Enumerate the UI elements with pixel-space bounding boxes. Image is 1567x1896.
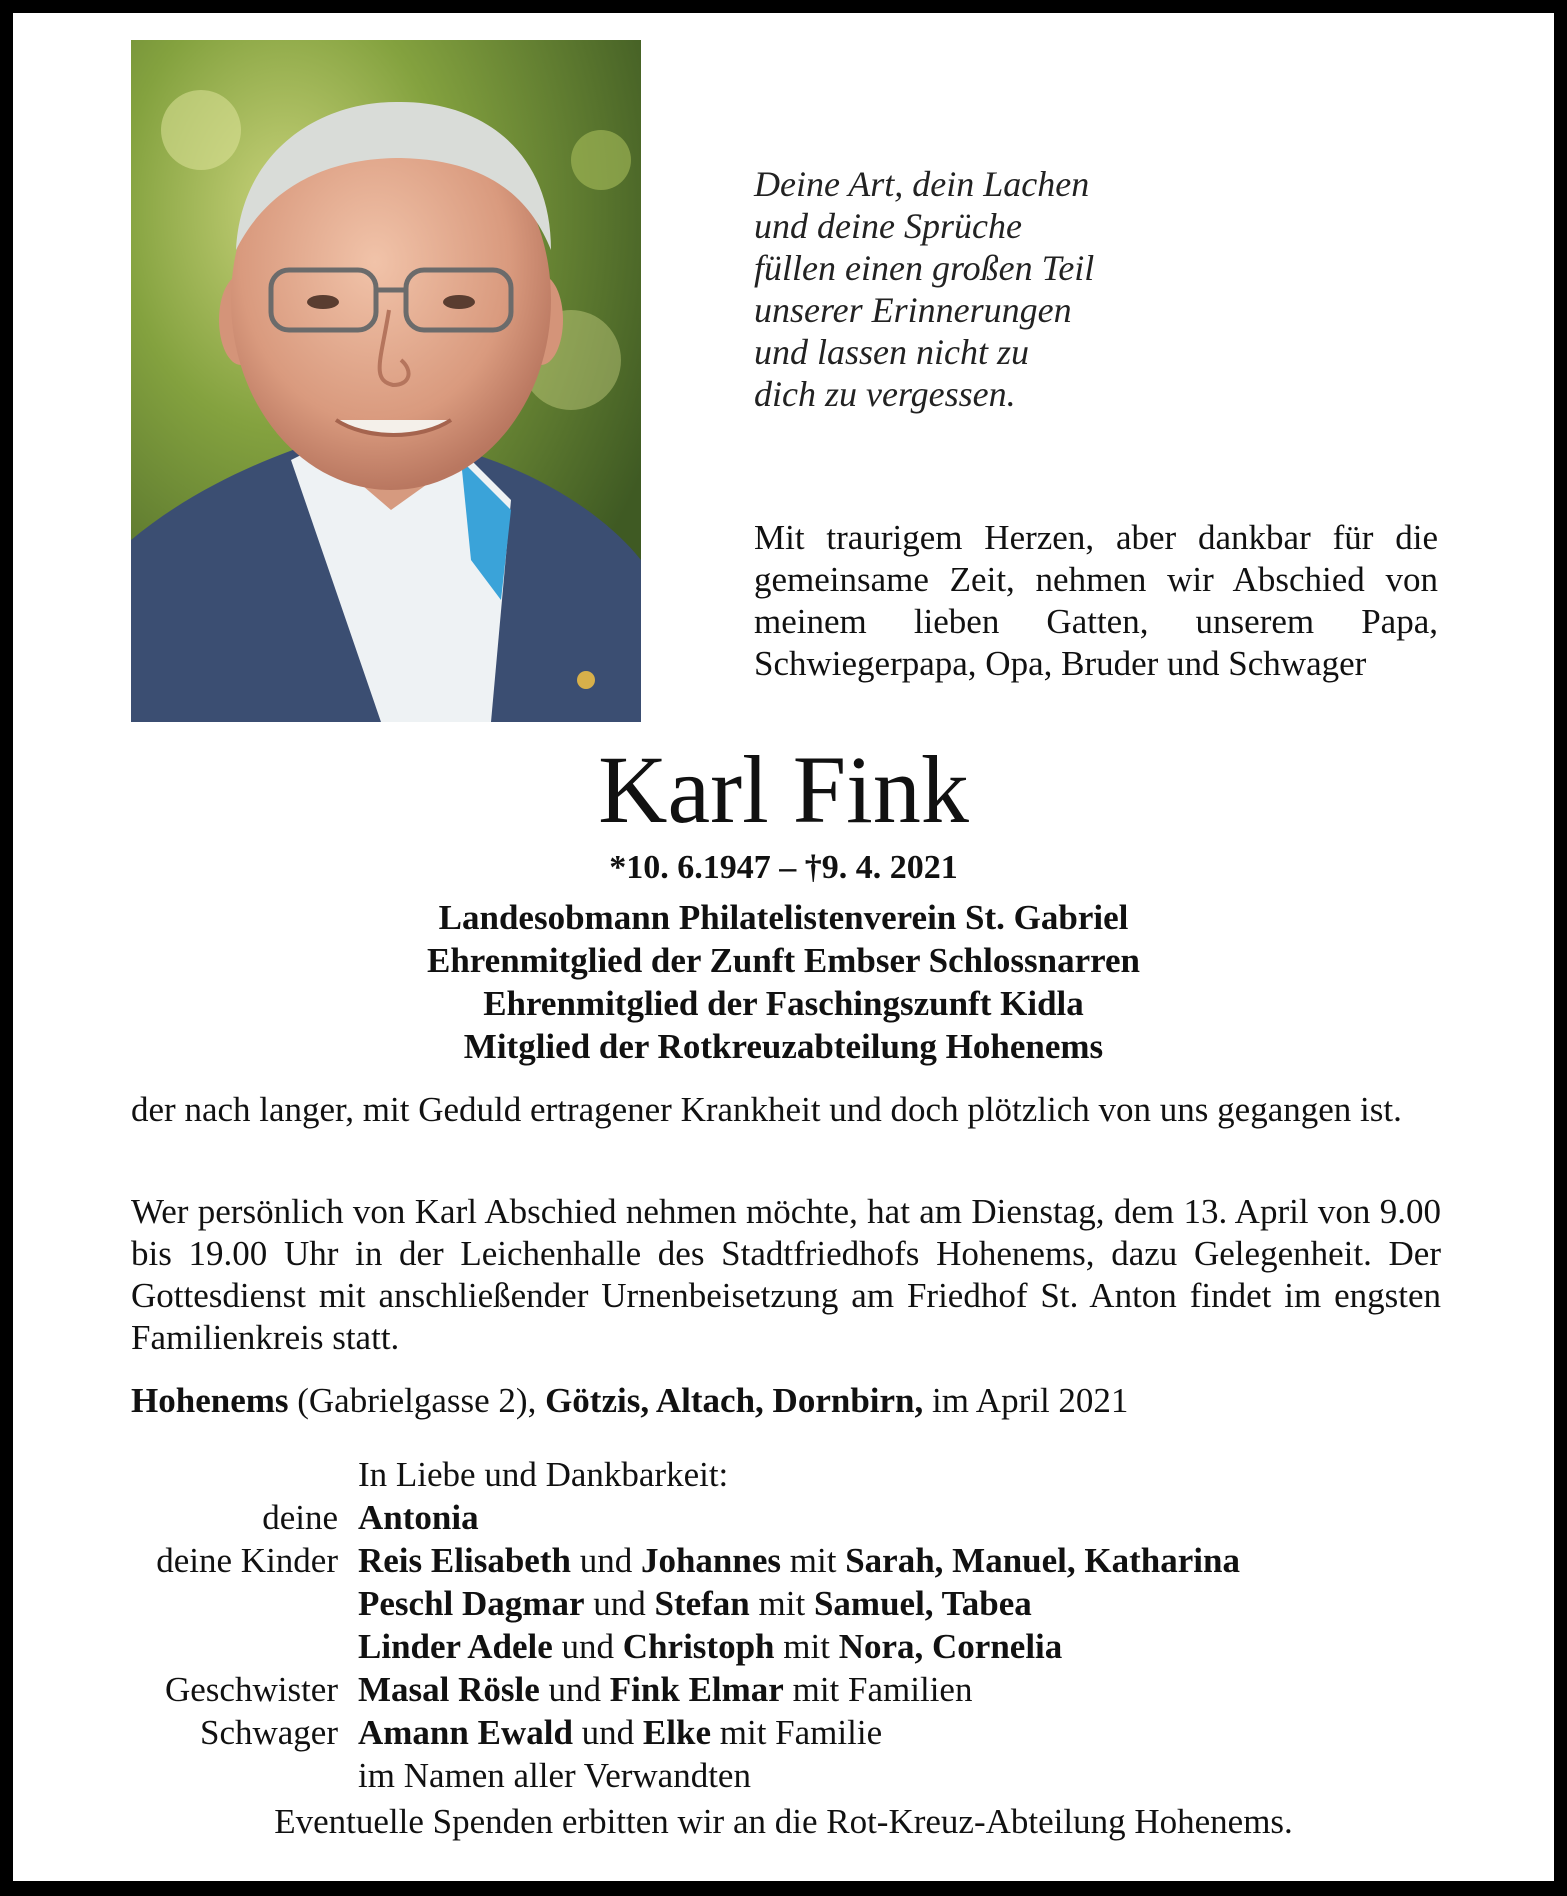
quote-line: und lassen nicht zu xyxy=(754,332,1029,372)
place-date: im April 2021 xyxy=(923,1381,1129,1420)
place-city: Hohenems xyxy=(131,1381,289,1420)
quote-line: und deine Sprüche xyxy=(754,206,1022,246)
role-line: Landesobmann Philatelistenverein St. Gabriel xyxy=(438,898,1129,937)
place-address: (Gabrielgasse 2), xyxy=(288,1381,546,1420)
donation-note: Eventuelle Spenden erbitten wir an die Rot-Kreuz-Abteilung Hohenems. xyxy=(274,1802,1293,1841)
place-date-line xyxy=(131,1380,1461,1422)
quote-line: dich zu vergessen. xyxy=(754,374,1016,414)
relation-label: deine Kinder xyxy=(156,1541,338,1580)
quote-line: füllen einen großen Teil xyxy=(754,248,1095,288)
family-member: Sarah, Manuel, Katharina xyxy=(845,1541,1240,1580)
memorial-quote xyxy=(754,163,1174,415)
obituary-notice xyxy=(13,13,1554,1881)
family-row-relatives xyxy=(73,1754,1513,1797)
family-heading-row xyxy=(73,1453,1513,1496)
family-row-siblings: Geschwister Masal Rösle und Fink Elmar mit Familien xyxy=(73,1668,1513,1711)
relatives-line: im Namen aller Verwandten xyxy=(358,1756,751,1795)
family-row-children-3: Linder Adele und Christoph mit Nora, Cornelia xyxy=(358,1627,1063,1666)
family-member: Fink Elmar xyxy=(609,1670,784,1709)
passing-paragraph: der nach langer, mit Geduld ertragener Krankheit und doch plötzlich von uns gegangen ist. xyxy=(131,1090,1402,1129)
portrait-photo xyxy=(131,40,641,722)
family-member: Peschl Dagmar xyxy=(358,1584,585,1623)
farewell-paragraph: Wer persönlich von Karl Abschied nehmen möchte, hat am Dienstag, dem 13. April von 9.00 bis 19.00 Uhr in der Leichenhalle des Stadtfriedhofs Hohenems, dazu Gelegenheit. Der Gottesdienst mit anschließender Urnenbeisetzung am Friedhof St. Anton findet im engsten Familienkreis statt. xyxy=(131,1192,1441,1357)
family-row-children-2: Peschl Dagmar und Stefan mit Samuel, Tabea xyxy=(358,1584,1032,1623)
role-line: Ehrenmitglied der Zunft Embser Schlossnarren xyxy=(426,941,1141,980)
role-line: Mitglied der Rotkreuzabteilung Hohenems xyxy=(463,1027,1104,1066)
family-member: Elke xyxy=(642,1713,711,1752)
wife-name: Antonia xyxy=(358,1498,479,1537)
family-row-inlaws: Schwager Amann Ewald und Elke mit Familie xyxy=(73,1711,1513,1754)
intro-paragraph: Mit traurigem Herzen, aber dankbar für die gemeinsame Zeit, nehmen wir Abschied von meinem lieben Gatten, unserem Papa, Schwiegerpapa, Opa, Bruder und Schwager xyxy=(754,518,1438,683)
relation-label: Geschwister xyxy=(164,1670,338,1709)
family-member: Samuel, Tabea xyxy=(813,1584,1032,1623)
relation-label: deine xyxy=(262,1498,338,1537)
quote-line: unserer Erinnerungen xyxy=(754,290,1072,330)
relation-label: Schwager xyxy=(199,1713,338,1752)
family-member: Stefan xyxy=(654,1584,750,1623)
roles-list xyxy=(13,896,1554,1068)
family-member: Linder Adele xyxy=(358,1627,553,1666)
family-member: Amann Ewald xyxy=(358,1713,573,1752)
life-dates: *10. 6.1947 – †9. 4. 2021 xyxy=(609,849,958,886)
family-row-wife xyxy=(73,1496,1513,1539)
place-other-towns: Götzis, Altach, Dornbirn, xyxy=(545,1381,924,1420)
family-member: Nora, Cornelia xyxy=(838,1627,1063,1666)
quote-line: Deine Art, dein Lachen xyxy=(754,164,1090,204)
family-member: Johannes xyxy=(640,1541,782,1580)
family-member: Reis Elisabeth xyxy=(358,1541,571,1580)
family-list xyxy=(73,1453,1513,1797)
role-line: Ehrenmitglied der Faschingszunft Kidla xyxy=(483,984,1084,1023)
deceased-name: Karl Fink xyxy=(598,736,969,843)
family-member: Masal Rösle xyxy=(358,1670,540,1709)
family-member: Christoph xyxy=(622,1627,775,1666)
family-row-children-1: deine Kinder Reis Elisabeth und Johannes mit Sarah, Manuel, Katharina xyxy=(73,1539,1513,1582)
portrait-illustration xyxy=(131,40,641,722)
family-heading: In Liebe und Dankbarkeit: xyxy=(358,1455,729,1494)
